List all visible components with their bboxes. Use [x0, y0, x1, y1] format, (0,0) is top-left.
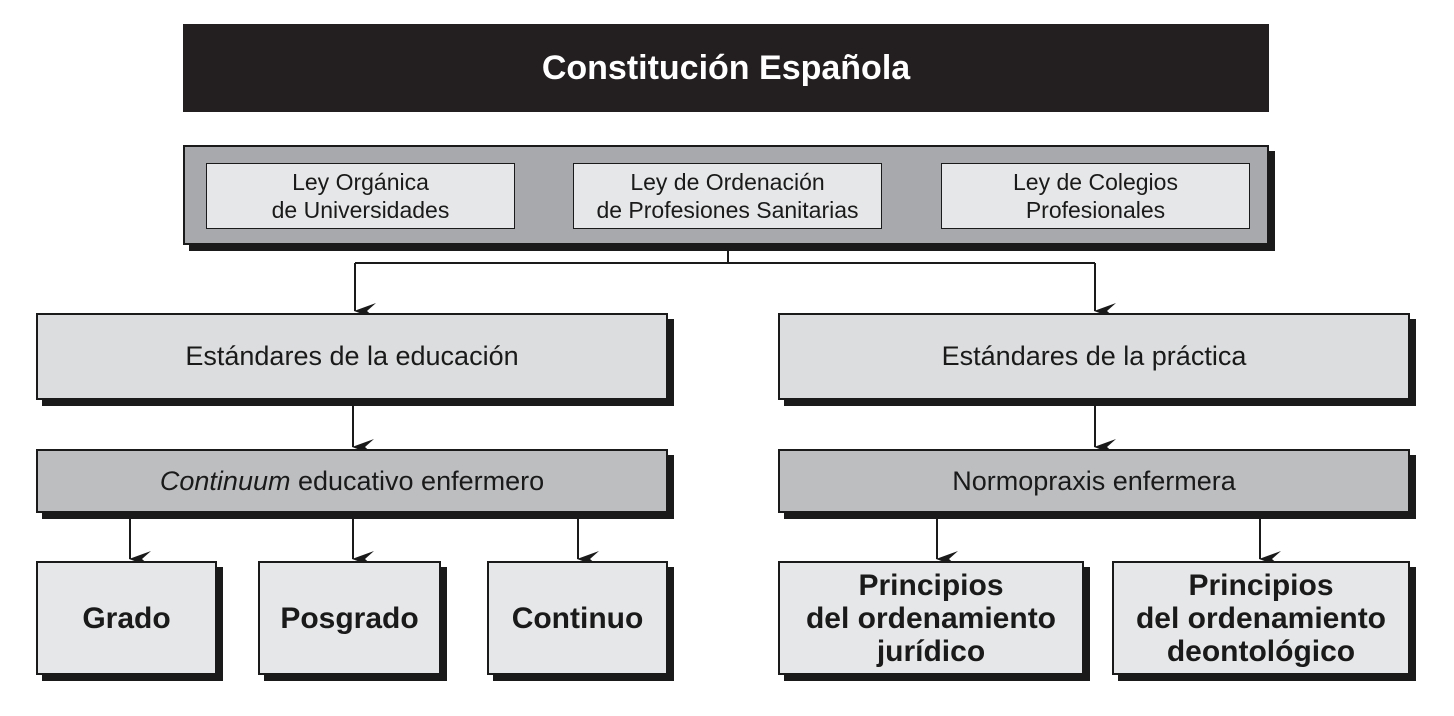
- leaf-principios-juridico: Principios del ordenamiento jurídico: [778, 561, 1084, 675]
- leaf-posgrado: Posgrado: [258, 561, 441, 675]
- leaf-grado: Grado: [36, 561, 217, 675]
- practice-standards-box: Estándares de la práctica: [778, 313, 1410, 400]
- leaf-principios-deontologico: Principios del ordenamiento deontológico: [1112, 561, 1410, 675]
- constitution-title: Constitución Española: [183, 24, 1269, 112]
- continuum-italic-label: Continuum: [159, 465, 291, 496]
- leaf-continuo: Continuo: [487, 561, 668, 675]
- law-box-profesiones-sanitarias: Ley de Ordenación de Profesiones Sanitarias: [573, 163, 882, 229]
- law-box-universidades: Ley Orgánica de Universidades: [206, 163, 515, 229]
- continuum-label: educativo enfermero: [290, 465, 545, 496]
- normopraxis-box: Normopraxis enfermera: [778, 449, 1410, 513]
- continuum-box: [36, 449, 668, 513]
- education-standards-box: Estándares de la educación: [36, 313, 668, 400]
- law-box-colegios-profesionales: Ley de Colegios Profesionales: [941, 163, 1250, 229]
